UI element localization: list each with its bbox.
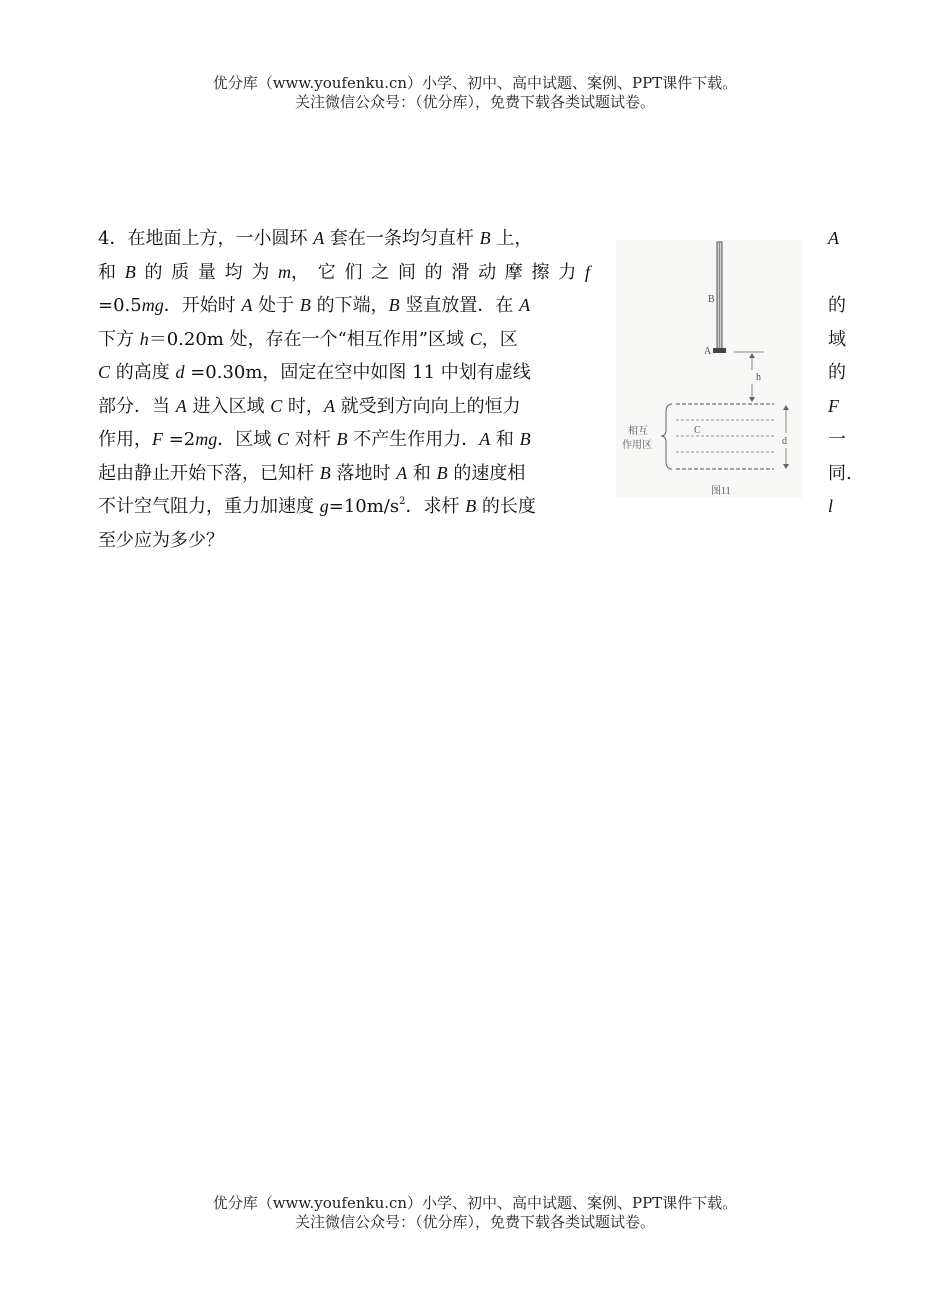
question-line: 至少应为多少？ xyxy=(98,529,224,551)
right-col-fragment: 的 xyxy=(828,362,846,383)
question-right-column xyxy=(828,222,862,524)
question-line: 4．在地面上方，一小圆环 A 套在一条均匀直杆 B 上， xyxy=(98,228,533,249)
question-line: 下方 h＝0.20m 处，存在一个“相互作用”区域 C，区 xyxy=(98,328,518,350)
header-line-1: 优分库（www.youfenku.cn）小学、初中、高中试题、案例、PPT课件下载。 xyxy=(212,74,738,92)
h-arrowhead-down xyxy=(749,397,755,402)
ring-a-label: A xyxy=(704,346,712,357)
figure-caption: 图11 xyxy=(711,486,731,497)
region-label-line-1: 相互 xyxy=(628,426,648,437)
right-col-fragment: 的 xyxy=(828,295,846,316)
right-col-fragment: l xyxy=(828,496,834,516)
question-line: 起由静止开始下落，已知杆 B 落地时 A 和 B 的速度相 xyxy=(98,462,526,484)
region-c-label: C xyxy=(694,425,701,436)
footer-line-1: 优分库（www.youfenku.cn）小学、初中、高中试题、案例、PPT课件下载。 xyxy=(212,1194,738,1212)
header-line-2: 关注微信公众号：（优分库），免费下载各类试题试卷。 xyxy=(294,93,655,111)
d-arrowhead-up xyxy=(783,405,789,410)
region-brace xyxy=(661,404,672,469)
question-line: 和 B 的 质 量 均 为 m， 它 们 之 间 的 滑 动 摩 擦 力 f xyxy=(98,261,590,283)
figure-diagram xyxy=(616,240,802,498)
h-arrowhead-up xyxy=(749,353,755,358)
question-line: 部分．当 A 进入区域 C 时，A 就受到方向向上的恒力 xyxy=(98,395,521,417)
right-col-fragment: 同. xyxy=(828,462,852,484)
right-col-fragment: A xyxy=(828,228,839,248)
rod-b-label: B xyxy=(708,294,715,305)
question-line: C 的高度 d =0.30m，固定在空中如图 11 中划有虚线 xyxy=(98,362,531,383)
d-arrowhead-down xyxy=(783,464,789,469)
page-footer xyxy=(0,1194,950,1232)
right-col-fragment xyxy=(828,256,862,290)
question-4-text xyxy=(98,222,590,557)
footer-line-2: 关注微信公众号：（优分库），免费下载各类试题试卷。 xyxy=(294,1213,655,1231)
page-header xyxy=(0,74,950,112)
ring-a xyxy=(713,348,726,353)
figure-11 xyxy=(616,240,802,498)
question-line: 不计空气阻力，重力加速度 $g=10m/s^2$．求杆 B 的长度 xyxy=(98,496,536,517)
region-label-line-2: 作用区 xyxy=(622,440,652,451)
question-line: 作用，F =2mg．区域 C 对杆 B 不产生作用力．A 和 B xyxy=(98,429,531,450)
right-col-fragment: F xyxy=(828,395,839,416)
h-label: h xyxy=(756,372,761,383)
question-number: 4 xyxy=(98,228,110,249)
right-col-fragment: 域 xyxy=(828,328,846,350)
question-line: =0.5mg．开始时 A 处于 B 的下端，B 竖直放置．在 A xyxy=(98,295,531,316)
d-label: d xyxy=(782,436,787,447)
right-col-fragment: 一 xyxy=(828,429,846,450)
